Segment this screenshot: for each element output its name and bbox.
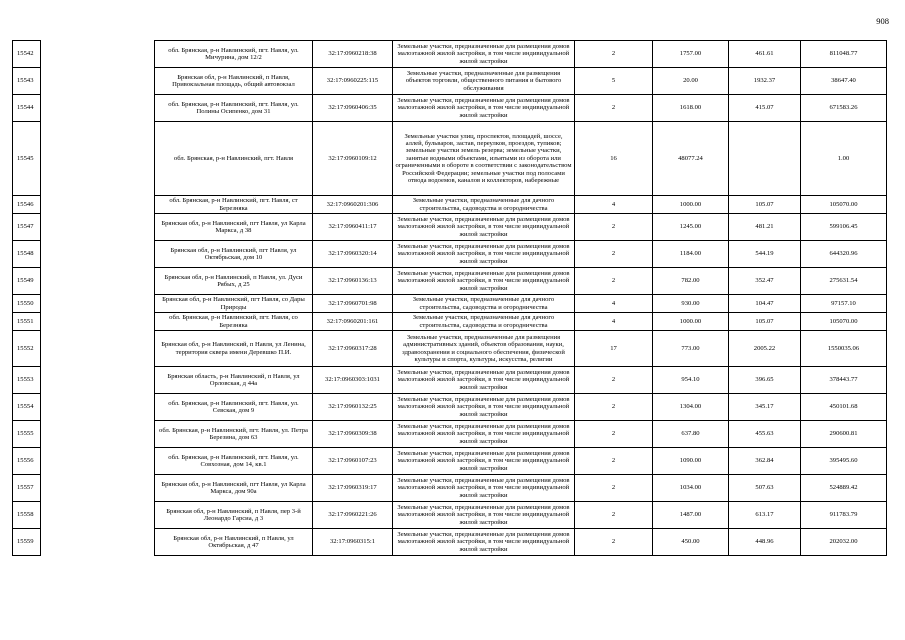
address-cell: обл. Брянская, р-н Навлинский, пгт. Навля bbox=[155, 122, 313, 196]
address-cell: Брянская обл, р-н Навлинский, п Навля, ул Ленина, территория сквера имени Деревшко П.И. bbox=[155, 331, 313, 367]
cadastral-number-cell: 32:17:0960406:35 bbox=[313, 95, 393, 122]
unit-value-cell: 415.07 bbox=[729, 95, 801, 122]
unit-value-cell bbox=[729, 122, 801, 196]
empty-cell bbox=[41, 41, 155, 68]
land-use-cell: Земельные участки, предназначенные для дачного строительства, садоводства и огородничества bbox=[393, 196, 575, 214]
land-use-cell: Земельные участки, предназначенные для дачного строительства, садоводства и огородничества bbox=[393, 295, 575, 313]
area-cell: 1618.00 bbox=[653, 95, 729, 122]
table-row bbox=[13, 241, 887, 268]
address-cell: обл. Брянская, р-н Навлинский, пгт. Навля, ул. Полины Осипенко, дом 31 bbox=[155, 95, 313, 122]
parcel-number-cell: 15554 bbox=[13, 394, 41, 421]
area-cell: 1757.00 bbox=[653, 41, 729, 68]
parcel-number-cell: 15547 bbox=[13, 214, 41, 241]
address-cell: обл. Брянская, р-н Навлинский, пгт. Навля, ул. Севская, дом 9 bbox=[155, 394, 313, 421]
cadastral-number-cell: 32:17:0960315:1 bbox=[313, 529, 393, 556]
parcel-number-cell: 15559 bbox=[13, 529, 41, 556]
table-row bbox=[13, 394, 887, 421]
address-cell: Брянская обл, р-н Навлинский, п Навля, Привокзальная площадь, общий автовокзал bbox=[155, 68, 313, 95]
area-cell: 1090.00 bbox=[653, 448, 729, 475]
unit-value-cell: 1932.37 bbox=[729, 68, 801, 95]
parcel-number-cell: 15556 bbox=[13, 448, 41, 475]
parcel-number-cell: 15548 bbox=[13, 241, 41, 268]
parcel-number-cell: 15543 bbox=[13, 68, 41, 95]
unit-value-cell: 461.61 bbox=[729, 41, 801, 68]
use-group-cell: 2 bbox=[575, 241, 653, 268]
cadastral-value-cell: 1550035.06 bbox=[801, 331, 887, 367]
empty-cell bbox=[41, 68, 155, 95]
land-use-cell: Земельные участки, предназначенные для размещения домов малоэтажной жилой застройки, в том числе индивидуальной жилой застройки bbox=[393, 214, 575, 241]
table-row bbox=[13, 95, 887, 122]
cadastral-value-cell: 97157.10 bbox=[801, 295, 887, 313]
cadastral-value-cell: 290600.81 bbox=[801, 421, 887, 448]
cadastral-number-cell: 32:17:0960136:13 bbox=[313, 268, 393, 295]
area-cell: 48077.24 bbox=[653, 122, 729, 196]
cadastral-value-cell: 599106.45 bbox=[801, 214, 887, 241]
cadastral-number-cell: 32:17:0960411:17 bbox=[313, 214, 393, 241]
table-row bbox=[13, 529, 887, 556]
cadastral-value-cell: 671583.26 bbox=[801, 95, 887, 122]
empty-cell bbox=[41, 95, 155, 122]
cadastral-number-cell: 32:17:0960303:1031 bbox=[313, 367, 393, 394]
unit-value-cell: 104.47 bbox=[729, 295, 801, 313]
address-cell: обл. Брянская, р-н Навлинский, пгт. Навля, ул. Совхозная, дом 14, кв.1 bbox=[155, 448, 313, 475]
parcel-number-cell: 15555 bbox=[13, 421, 41, 448]
use-group-cell: 2 bbox=[575, 448, 653, 475]
address-cell: обл. Брянская, р-н Навлинский, пгт. Навля, ул. Мичурина, дом 12/2 bbox=[155, 41, 313, 68]
cadastral-number-cell: 32:17:0960225:115 bbox=[313, 68, 393, 95]
table-row bbox=[13, 295, 887, 313]
land-use-cell: Земельные участки, предназначенные для размещения домов малоэтажной жилой застройки, в том числе индивидуальной жилой застройки bbox=[393, 448, 575, 475]
parcel-number-cell: 15550 bbox=[13, 295, 41, 313]
table-row bbox=[13, 68, 887, 95]
area-cell: 637.80 bbox=[653, 421, 729, 448]
cadastral-value-cell: 450101.68 bbox=[801, 394, 887, 421]
parcel-number-cell: 15558 bbox=[13, 502, 41, 529]
use-group-cell: 4 bbox=[575, 196, 653, 214]
land-use-cell: Земельные участки, предназначенные для размещения домов малоэтажной жилой застройки, в том числе индивидуальной жилой застройки bbox=[393, 41, 575, 68]
use-group-cell: 16 bbox=[575, 122, 653, 196]
area-cell: 1034.00 bbox=[653, 475, 729, 502]
unit-value-cell: 396.65 bbox=[729, 367, 801, 394]
unit-value-cell: 2005.22 bbox=[729, 331, 801, 367]
use-group-cell: 2 bbox=[575, 421, 653, 448]
empty-cell bbox=[41, 529, 155, 556]
cadastral-number-cell: 32:17:0960109:12 bbox=[313, 122, 393, 196]
land-use-cell: Земельные участки, предназначенные для размещения домов малоэтажной жилой застройки, в том числе индивидуальной жилой застройки bbox=[393, 529, 575, 556]
empty-cell bbox=[41, 268, 155, 295]
land-use-cell: Земельные участки, предназначенные для дачного строительства, садоводства и огородничества bbox=[393, 313, 575, 331]
address-cell: Брянская обл, р-н Навлинский, пгт Навля, ул Карла Маркса, дом 90а bbox=[155, 475, 313, 502]
use-group-cell: 2 bbox=[575, 502, 653, 529]
use-group-cell: 2 bbox=[575, 394, 653, 421]
cadastral-number-cell: 32:17:0960317:28 bbox=[313, 331, 393, 367]
address-cell: Брянская обл, р-н Навлинский, пгт Навля, ул Карла Маркса, д 38 bbox=[155, 214, 313, 241]
address-cell: обл. Брянская, р-н Навлинский, пгт. Навля, ул. Петра Березина, дом 63 bbox=[155, 421, 313, 448]
page-number: 908 bbox=[876, 16, 889, 26]
cadastral-value-cell: 911783.79 bbox=[801, 502, 887, 529]
area-cell: 1000.00 bbox=[653, 313, 729, 331]
cadastral-number-cell: 32:17:0960320:14 bbox=[313, 241, 393, 268]
cadastral-value-cell: 378443.77 bbox=[801, 367, 887, 394]
empty-cell bbox=[41, 331, 155, 367]
table-row bbox=[13, 214, 887, 241]
use-group-cell: 17 bbox=[575, 331, 653, 367]
cadastral-value-cell: 202032.00 bbox=[801, 529, 887, 556]
empty-cell bbox=[41, 241, 155, 268]
use-group-cell: 2 bbox=[575, 41, 653, 68]
empty-cell bbox=[41, 421, 155, 448]
cadastral-number-cell: 32:17:0960319:17 bbox=[313, 475, 393, 502]
parcel-number-cell: 15557 bbox=[13, 475, 41, 502]
use-group-cell: 2 bbox=[575, 529, 653, 556]
land-use-cell: Земельные участки улиц, проспектов, площадей, шоссе, аллей, бульваров, застав, переулков, проездов, тупиков; земельные участки земель резерва; земельные участки, занятые водными объектами, изъятыми из оборота или ограниченными в обороте в соответствии с законодательством Российской Федерации; земельные участки под полосами отвода водоемов, каналов и коллекторов, набережные bbox=[393, 122, 575, 196]
land-use-cell: Земельные участки, предназначенные для размещения объектов торговли, общественного питания и бытового обслуживания bbox=[393, 68, 575, 95]
cadastral-value-cell: 524889.42 bbox=[801, 475, 887, 502]
cadastral-value-cell: 395495.60 bbox=[801, 448, 887, 475]
cadastral-value-cell: 811048.77 bbox=[801, 41, 887, 68]
use-group-cell: 2 bbox=[575, 475, 653, 502]
cadastral-number-cell: 32:17:0960201:161 bbox=[313, 313, 393, 331]
empty-cell bbox=[41, 122, 155, 196]
cadastral-number-cell: 32:17:0960221:26 bbox=[313, 502, 393, 529]
empty-cell bbox=[41, 502, 155, 529]
area-cell: 1304.00 bbox=[653, 394, 729, 421]
cadastral-number-cell: 32:17:0960218:38 bbox=[313, 41, 393, 68]
area-cell: 773.00 bbox=[653, 331, 729, 367]
empty-cell bbox=[41, 367, 155, 394]
use-group-cell: 4 bbox=[575, 313, 653, 331]
parcel-number-cell: 15546 bbox=[13, 196, 41, 214]
cadastral-value-cell: 1.00 bbox=[801, 122, 887, 196]
unit-value-cell: 455.63 bbox=[729, 421, 801, 448]
area-cell: 1245.00 bbox=[653, 214, 729, 241]
area-cell: 20.00 bbox=[653, 68, 729, 95]
cadastral-value-cell: 275631.54 bbox=[801, 268, 887, 295]
table-row bbox=[13, 313, 887, 331]
table-row bbox=[13, 196, 887, 214]
unit-value-cell: 448.96 bbox=[729, 529, 801, 556]
use-group-cell: 4 bbox=[575, 295, 653, 313]
unit-value-cell: 105.07 bbox=[729, 313, 801, 331]
area-cell: 1487.00 bbox=[653, 502, 729, 529]
parcel-number-cell: 15545 bbox=[13, 122, 41, 196]
use-group-cell: 5 bbox=[575, 68, 653, 95]
parcel-number-cell: 15552 bbox=[13, 331, 41, 367]
cadastral-value-cell: 38647.40 bbox=[801, 68, 887, 95]
cadastral-number-cell: 32:17:0960107:23 bbox=[313, 448, 393, 475]
use-group-cell: 2 bbox=[575, 214, 653, 241]
cadastral-value-cell: 105070.00 bbox=[801, 313, 887, 331]
cadastral-value-cell: 105070.00 bbox=[801, 196, 887, 214]
table-row bbox=[13, 421, 887, 448]
land-use-cell: Земельные участки, предназначенные для размещения домов малоэтажной жилой застройки, в том числе индивидуальной жилой застройки bbox=[393, 367, 575, 394]
use-group-cell: 2 bbox=[575, 367, 653, 394]
area-cell: 930.00 bbox=[653, 295, 729, 313]
parcel-number-cell: 15544 bbox=[13, 95, 41, 122]
table-row bbox=[13, 41, 887, 68]
area-cell: 450.00 bbox=[653, 529, 729, 556]
address-cell: Брянская обл, р-н Навлинский, п Навля, ул Октябрьская, д 47 bbox=[155, 529, 313, 556]
area-cell: 954.10 bbox=[653, 367, 729, 394]
use-group-cell: 2 bbox=[575, 95, 653, 122]
empty-cell bbox=[41, 475, 155, 502]
cadastral-value-cell: 644320.96 bbox=[801, 241, 887, 268]
parcel-number-cell: 15551 bbox=[13, 313, 41, 331]
area-cell: 1184.00 bbox=[653, 241, 729, 268]
parcel-number-cell: 15553 bbox=[13, 367, 41, 394]
empty-cell bbox=[41, 214, 155, 241]
use-group-cell: 2 bbox=[575, 268, 653, 295]
land-use-cell: Земельные участки, предназначенные для размещения административных зданий, объектов образования, науки, здравоохранения и социального обеспечения, физической культуры и спорта, культуры, искусства, религии bbox=[393, 331, 575, 367]
parcel-number-cell: 15549 bbox=[13, 268, 41, 295]
registry-table bbox=[12, 40, 887, 556]
unit-value-cell: 481.21 bbox=[729, 214, 801, 241]
cadastral-number-cell: 32:17:0960701:98 bbox=[313, 295, 393, 313]
land-use-cell: Земельные участки, предназначенные для размещения домов малоэтажной жилой застройки, в том числе индивидуальной жилой застройки bbox=[393, 502, 575, 529]
unit-value-cell: 345.17 bbox=[729, 394, 801, 421]
empty-cell bbox=[41, 313, 155, 331]
unit-value-cell: 352.47 bbox=[729, 268, 801, 295]
area-cell: 1000.00 bbox=[653, 196, 729, 214]
table-row bbox=[13, 448, 887, 475]
empty-cell bbox=[41, 196, 155, 214]
cadastral-number-cell: 32:17:0960132:25 bbox=[313, 394, 393, 421]
address-cell: Брянская обл, р-н Навлинский, пгт Навля, со Дары Природы bbox=[155, 295, 313, 313]
address-cell: Брянская обл, р-н Навлинский, пгт Навля, ул Октябрьская, дом 10 bbox=[155, 241, 313, 268]
land-use-cell: Земельные участки, предназначенные для размещения домов малоэтажной жилой застройки, в том числе индивидуальной жилой застройки bbox=[393, 394, 575, 421]
table-row bbox=[13, 268, 887, 295]
unit-value-cell: 507.63 bbox=[729, 475, 801, 502]
unit-value-cell: 362.84 bbox=[729, 448, 801, 475]
table-row bbox=[13, 331, 887, 367]
unit-value-cell: 613.17 bbox=[729, 502, 801, 529]
area-cell: 782.00 bbox=[653, 268, 729, 295]
table-row bbox=[13, 122, 887, 196]
table-row bbox=[13, 502, 887, 529]
table-row bbox=[13, 367, 887, 394]
unit-value-cell: 105.07 bbox=[729, 196, 801, 214]
land-use-cell: Земельные участки, предназначенные для размещения домов малоэтажной жилой застройки, в том числе индивидуальной жилой застройки bbox=[393, 421, 575, 448]
land-use-cell: Земельные участки, предназначенные для размещения домов малоэтажной жилой застройки, в том числе индивидуальной жилой застройки bbox=[393, 475, 575, 502]
address-cell: Брянская обл, р-н Навлинский, п Навля, пер 3-й Леонардо Гарсиа, д 3 bbox=[155, 502, 313, 529]
unit-value-cell: 544.19 bbox=[729, 241, 801, 268]
parcel-number-cell: 15542 bbox=[13, 41, 41, 68]
table-row bbox=[13, 475, 887, 502]
land-use-cell: Земельные участки, предназначенные для размещения домов малоэтажной жилой застройки, в том числе индивидуальной жилой застройки bbox=[393, 95, 575, 122]
address-cell: Брянская обл, р-н Навлинский, п Навля, ул. Дуси Рябых, д 25 bbox=[155, 268, 313, 295]
land-use-cell: Земельные участки, предназначенные для размещения домов малоэтажной жилой застройки, в том числе индивидуальной жилой застройки bbox=[393, 241, 575, 268]
address-cell: обл. Брянская, р-н Навлинский, пгт. Навля, со Березняка bbox=[155, 313, 313, 331]
empty-cell bbox=[41, 448, 155, 475]
cadastral-number-cell: 32:17:0960309:38 bbox=[313, 421, 393, 448]
empty-cell bbox=[41, 295, 155, 313]
address-cell: Брянская область, р-н Навлинский, п Навля, ул Орловская, д 44а bbox=[155, 367, 313, 394]
address-cell: обл. Брянская, р-н Навлинский, пгт. Навля, ст Березняка bbox=[155, 196, 313, 214]
cadastral-number-cell: 32:17:0960201:306 bbox=[313, 196, 393, 214]
empty-cell bbox=[41, 394, 155, 421]
land-use-cell: Земельные участки, предназначенные для размещения домов малоэтажной жилой застройки, в том числе индивидуальной жилой застройки bbox=[393, 268, 575, 295]
